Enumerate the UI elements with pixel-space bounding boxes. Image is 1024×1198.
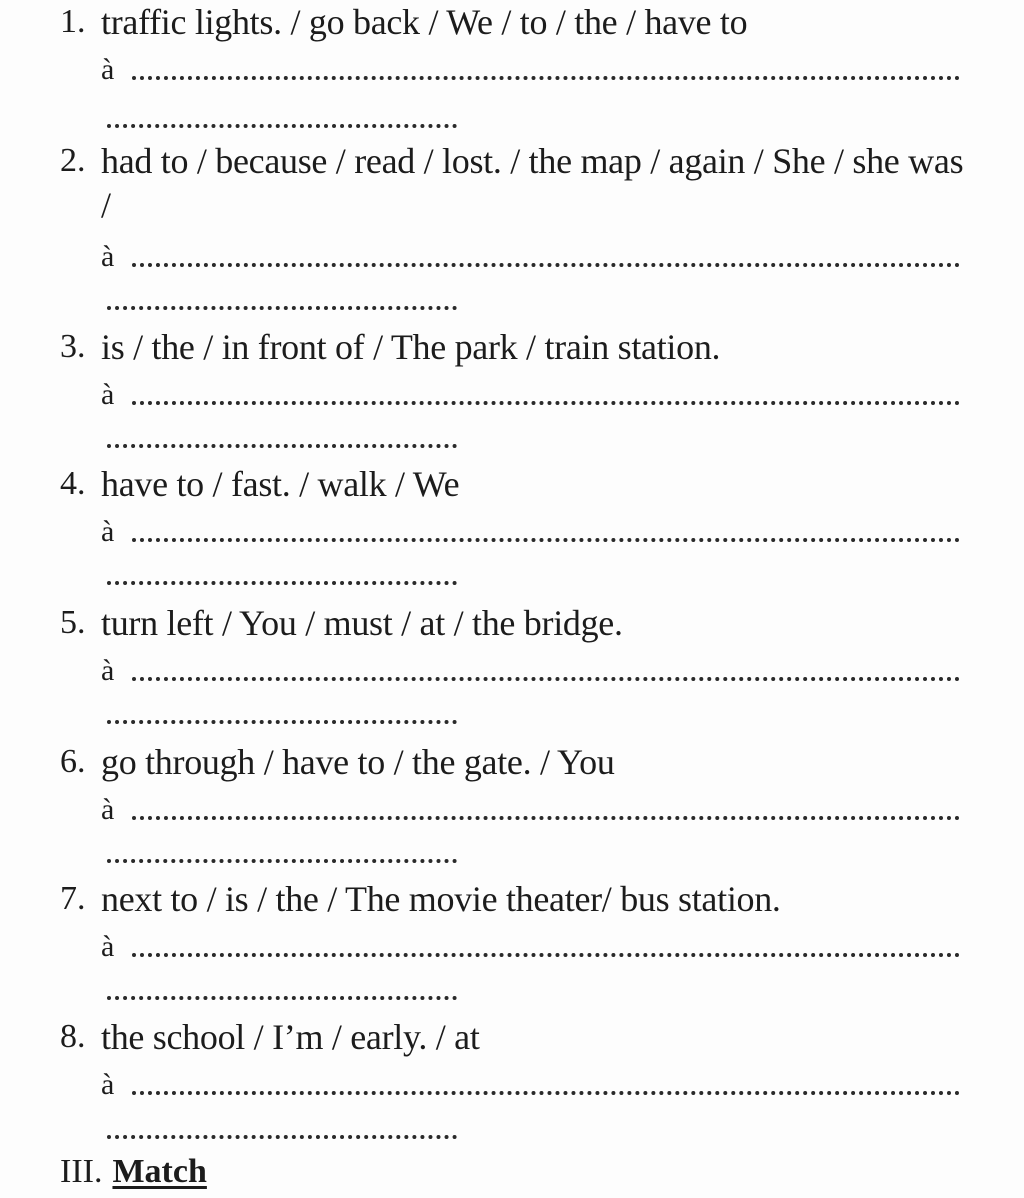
answer-line-continued[interactable] [107, 859, 457, 863]
answer-marker: à [101, 930, 115, 963]
item-number: 4. [60, 465, 86, 502]
answer-line-continued[interactable] [107, 996, 457, 1000]
item-number: 3. [60, 328, 86, 365]
item-number: 5. [60, 604, 86, 641]
answer-marker: à [101, 53, 115, 86]
item-number: 8. [60, 1018, 86, 1055]
answer-line[interactable] [132, 1091, 960, 1095]
answer-marker: à [101, 793, 115, 826]
answer-row [101, 55, 114, 85]
answer-marker: à [101, 1068, 115, 1101]
answer-line-continued[interactable] [107, 720, 457, 724]
answer-row [101, 932, 114, 962]
answer-marker: à [101, 654, 115, 687]
section-number: III. [60, 1153, 103, 1190]
item-prompt: go through / have to / the gate. / You [101, 742, 615, 782]
answer-row [101, 795, 114, 825]
answer-line[interactable] [132, 677, 960, 681]
answer-line-continued[interactable] [107, 581, 457, 585]
answer-row [101, 1070, 114, 1100]
section-heading [60, 1152, 207, 1192]
answer-line[interactable] [132, 953, 960, 957]
item-prompt: have to / fast. / walk / We [101, 464, 460, 504]
answer-line-continued[interactable] [107, 1135, 457, 1139]
item-number: 6. [60, 743, 86, 780]
answer-marker: à [101, 240, 115, 273]
answer-marker: à [101, 378, 115, 411]
item-prompt: the school / I’m / early. / at [101, 1017, 480, 1057]
item-prompt: next to / is / the / The movie theater/ bus station. [101, 879, 781, 919]
answer-row [101, 656, 114, 686]
answer-line[interactable] [132, 76, 960, 80]
item-prompt: traffic lights. / go back / We / to / the / have to [101, 2, 748, 42]
item-number: 1. [60, 3, 86, 40]
answer-line-continued[interactable] [107, 444, 457, 448]
item-number: 7. [60, 880, 86, 917]
answer-line[interactable] [132, 401, 960, 405]
item-prompt: had to / because / read / lost. / the map / again / She / she was / [101, 141, 964, 225]
section-title: Match [112, 1153, 207, 1190]
answer-row [101, 380, 114, 410]
answer-line-continued[interactable] [107, 306, 457, 310]
answer-line[interactable] [132, 538, 960, 542]
item-number: 2. [60, 142, 86, 179]
answer-line[interactable] [132, 816, 960, 820]
answer-line[interactable] [132, 263, 960, 267]
item-prompt: turn left / You / must / at / the bridge. [101, 603, 623, 643]
answer-row [101, 517, 114, 547]
answer-line-continued[interactable] [107, 124, 457, 128]
answer-row [101, 242, 114, 272]
item-prompt: is / the / in front of / The park / train station. [101, 327, 721, 367]
answer-marker: à [101, 515, 115, 548]
